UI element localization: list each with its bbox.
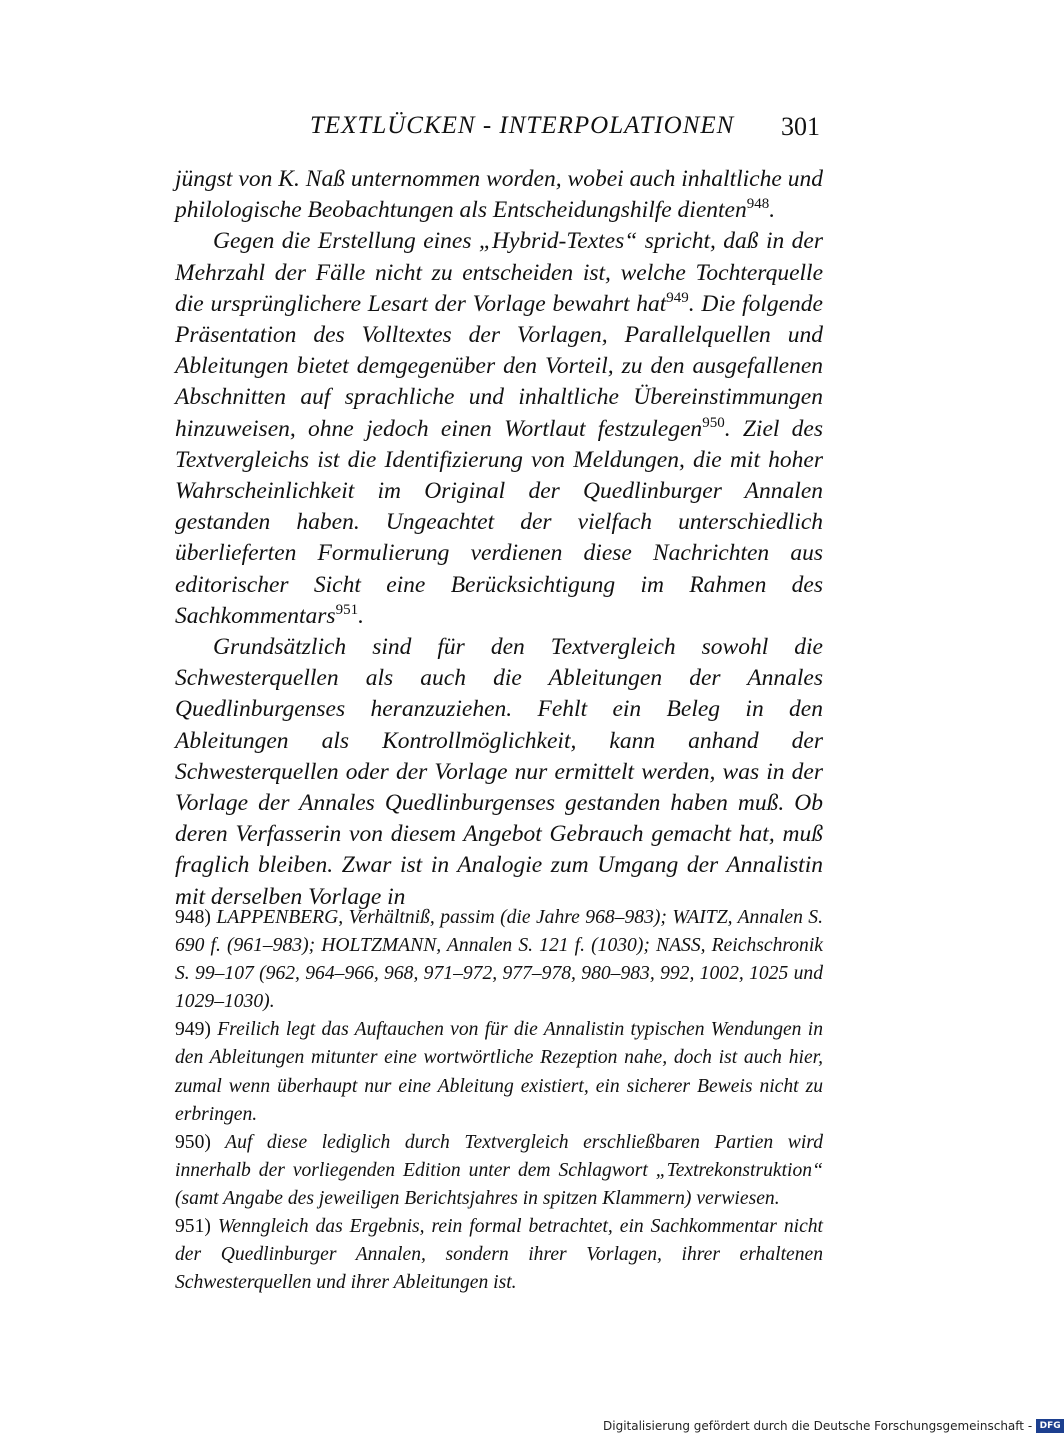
page-number: 301 xyxy=(781,112,820,141)
main-text xyxy=(175,164,823,913)
footnote-number: 948) xyxy=(175,907,211,928)
paragraph xyxy=(175,226,823,632)
footnotes xyxy=(175,904,823,1297)
paragraph-text: . xyxy=(358,602,364,629)
paragraph-text: . xyxy=(769,197,776,224)
footnote-reference: 951 xyxy=(335,601,359,618)
page-header xyxy=(175,112,820,152)
paragraph xyxy=(175,632,823,913)
footnote xyxy=(175,904,823,1016)
paragraph-text: . Ziel des Textvergleichs ist die Identifizierung von Meldungen, die mit hoher Wahrscheinlichkeit im Original der Quedlinburger Annalen gestanden haben. Ungeachtet der vielfach unterschiedlich überlieferten Formulierung verdienen diese Nachrichten aus editorischer Sicht eine Berücksichtigung im Rahmen des Sachkommentars xyxy=(175,415,823,629)
footnote-number: 951) xyxy=(175,1216,211,1238)
footnote-text: Auf diese lediglich durch Textvergleich erschließbaren Partien wird innerhalb der vorliegenden Edition unter dem Schlagwort „Textrekonstruktion“ (samt Angabe des jeweiligen Berichtsjahres in spitzen Klammern) verwiesen. xyxy=(175,1131,824,1209)
dfg-logo-icon: DFG xyxy=(1036,1419,1064,1433)
paragraph-text: jüngst von K. Naß unternommen worden, wobei auch inhaltliche und philologische Beobachtungen als Entscheidungshilfe dienten xyxy=(175,166,823,224)
digitization-note: Digitalisierung gefördert durch die Deutsche Forschungsgemeinschaft - xyxy=(603,1419,1033,1433)
footnote-text: Wenngleich das Ergebnis, rein formal betrachtet, ein Sachkommentar nicht der Quedlinburger Annalen, sondern ihrer Vorlagen, ihrer erhaltenen Schwesterquellen und ihrer Ableitungen ist. xyxy=(175,1216,824,1294)
footnote-number: 950) xyxy=(175,1131,211,1153)
footnote-number: 949) xyxy=(175,1019,211,1041)
footnote xyxy=(175,1213,823,1297)
paragraph-text: Grundsätzlich sind für den Textvergleich sowohl die Schwesterquellen als auch die Ableitungen der Annales Quedlinburgenses heranzuziehen. Fehlt ein Beleg in den Ableitungen als Kontrollmöglichkeit, kann anhand der Schwesterquellen oder der Vorlage nur ermittelt werden, was in der Vorlage der Annales Quedlinburgenses gestanden haben muß. Ob deren Verfasserin von diesem Angebot Gebrauch gemacht hat, muß fraglich bleiben. Zwar ist in Analogie zum Umgang der Annalistin mit derselben Vorlage in xyxy=(175,634,823,910)
digitization-footer xyxy=(603,1417,1064,1435)
paragraph-text: . Die folgende Präsentation des Volltextes der Vorlagen, Parallelquellen und Ableitungen bietet demgegenüber den Vorteil, zu den ausgefallenen Abschnitten auf sprachliche und inhaltliche Übereinstimmungen hinzuweisen, ohne jedoch einen Wortlaut festzulegen xyxy=(175,290,823,442)
footnote xyxy=(175,1016,823,1128)
footnote xyxy=(175,1129,823,1213)
footnote-text: LAPPENBERG, Verhältniß, passim (die Jahre 968–983); WAITZ, Annalen S. 690 f. (961–983); HOLTZMANN, Annalen S. 121 f. (1030); NASS, Reichschronik S. 99–107 (962, 964–966, 968, 971–972, 977–978, 980–983, 992, 1002, 1025 und 1029–1030). xyxy=(175,907,823,1013)
paragraph-text: Gegen die Erstellung eines „Hybrid-Textes“ spricht, daß in der Mehrzahl der Fälle nicht zu entscheiden ist, welche Tochterquelle die ursprünglichere Lesart der Vorlage bewahrt hat xyxy=(175,228,823,317)
footnote-reference: 949 xyxy=(666,289,689,306)
footnote-reference: 948 xyxy=(746,196,770,213)
footnote-reference: 950 xyxy=(702,414,725,431)
footnote-text: Freilich legt das Auftauchen von für die Annalistin typischen Wendungen in den Ableitungen mitunter eine wortwörtliche Rezeption nahe, doch ist auch hier, zumal wenn überhaupt nur eine Ableitung existiert, ein sicherer Beweis nicht zu erbringen. xyxy=(175,1019,823,1125)
paragraph xyxy=(175,164,823,226)
running-head: TEXTLÜCKEN - INTERPOLATIONEN xyxy=(310,112,735,139)
